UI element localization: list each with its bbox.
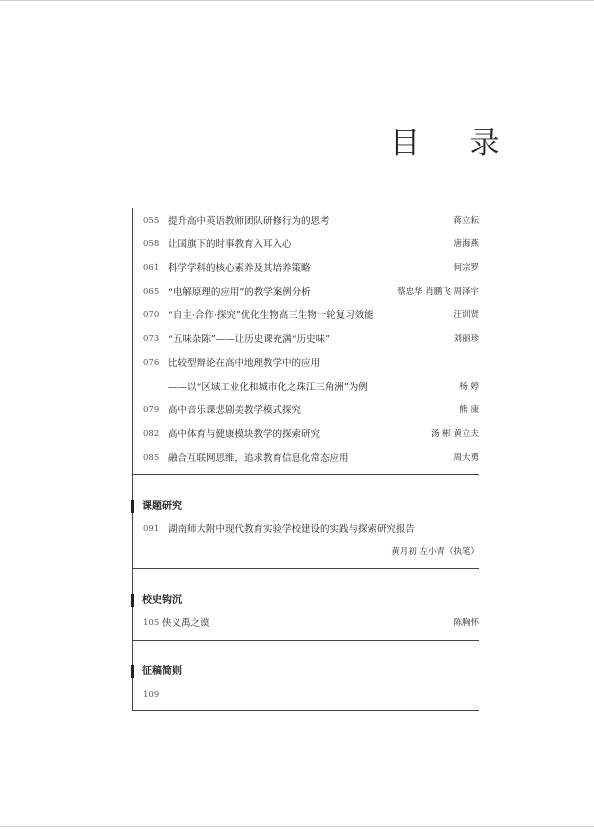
page-number: 085 [143, 453, 160, 463]
page-title: 目 录 [390, 126, 520, 161]
entry-author: 唐海燕 [453, 239, 479, 249]
entry-title: 高中体育与健康模块教学的探索研究 [168, 429, 321, 440]
page-number: 079 [143, 405, 160, 415]
toc-entry-author-line [132, 541, 479, 564]
page-number: 073 [143, 334, 160, 344]
toc-entry[interactable] [132, 612, 479, 635]
page-number: 058 [143, 239, 160, 249]
bottom-rule [0, 826, 594, 827]
section-divider [132, 568, 479, 569]
page-number: 076 [143, 358, 160, 368]
toc-entry[interactable] [132, 518, 479, 541]
entry-subtitle: ——以“区域工业化和城市化之珠江三角洲”为例 [168, 382, 368, 393]
toc-entry-subtitle[interactable] [132, 376, 479, 399]
entry-author: 蔡忠华 肖鹏飞 周泽宇 [397, 287, 479, 297]
page-number: 065 [143, 287, 160, 297]
entry-author: 汤 彬 黄立夫 [431, 429, 479, 439]
toc-entry[interactable] [132, 210, 479, 233]
entry-author: 周大勇 [453, 453, 479, 463]
toc-entry[interactable] [132, 423, 479, 446]
toc-entry[interactable] [132, 281, 479, 304]
section-marker [131, 500, 134, 513]
entry-title: 侠义禹之谟 [162, 618, 210, 629]
toc-entry[interactable] [132, 304, 479, 327]
page-number: 082 [143, 429, 160, 439]
entry-author: 杨 婷 [459, 382, 479, 392]
entry-author: 黄月初 左小青（执笔） [391, 547, 479, 557]
page-number: 061 [143, 263, 160, 273]
toc-entry[interactable] [132, 352, 479, 375]
section-divider [132, 710, 479, 711]
page-number: 070 [143, 310, 160, 320]
page-number: 091 [143, 524, 160, 534]
entry-title: 科学学科的核心素养及其培养策略 [168, 263, 311, 274]
entry-title: “自主·合作·探究”优化生物高三生物一轮复习效能 [168, 310, 374, 321]
entry-title: 高中音乐课悲剧美教学模式探究 [168, 405, 302, 416]
page-number: 055 [143, 216, 160, 226]
section-marker [131, 594, 134, 607]
section-divider [132, 640, 479, 641]
entry-title: 湖南师大附中现代教育实验学校建设的实践与探索研究报告 [168, 524, 416, 535]
entry-title: 融合互联网思维，追求教育信息化常态应用 [168, 453, 349, 464]
entry-author: 何宗罗 [453, 263, 479, 273]
entry-author: 蒋立耘 [453, 216, 479, 226]
top-rule [0, 0, 594, 1]
toc-entry[interactable] [132, 684, 479, 707]
toc-entry[interactable] [132, 399, 479, 422]
entry-author: 汪训贤 [453, 310, 479, 320]
entry-author: 陈胸怀 [453, 618, 479, 628]
section-divider [132, 474, 479, 475]
section-heading-label: 征稿简则 [142, 666, 182, 677]
toc-entry[interactable] [132, 257, 479, 280]
entry-title: “五味杂陈”——让历史课充满“历史味” [168, 334, 330, 345]
toc-entry[interactable] [132, 328, 479, 351]
entry-author: 刘丽珍 [453, 334, 479, 344]
entry-title: 让国旗下的时事教育入耳入心 [168, 239, 292, 250]
entry-author: 熊 康 [459, 405, 479, 415]
toc-entry[interactable] [132, 233, 479, 256]
toc-entry[interactable] [132, 447, 479, 470]
section-heading-label: 校史钩沉 [142, 595, 182, 606]
entry-title: 提升高中英语教师团队研修行为的思考 [168, 216, 330, 227]
page-number: 105 [143, 618, 160, 628]
page-number: 109 [143, 690, 160, 700]
entry-title: “电解原理的应用”的教学案例分析 [168, 287, 311, 298]
entry-title: 比较型辩论在高中地理教学中的应用 [168, 358, 321, 369]
section-heading-label: 课题研究 [142, 501, 182, 512]
section-marker [131, 665, 134, 678]
